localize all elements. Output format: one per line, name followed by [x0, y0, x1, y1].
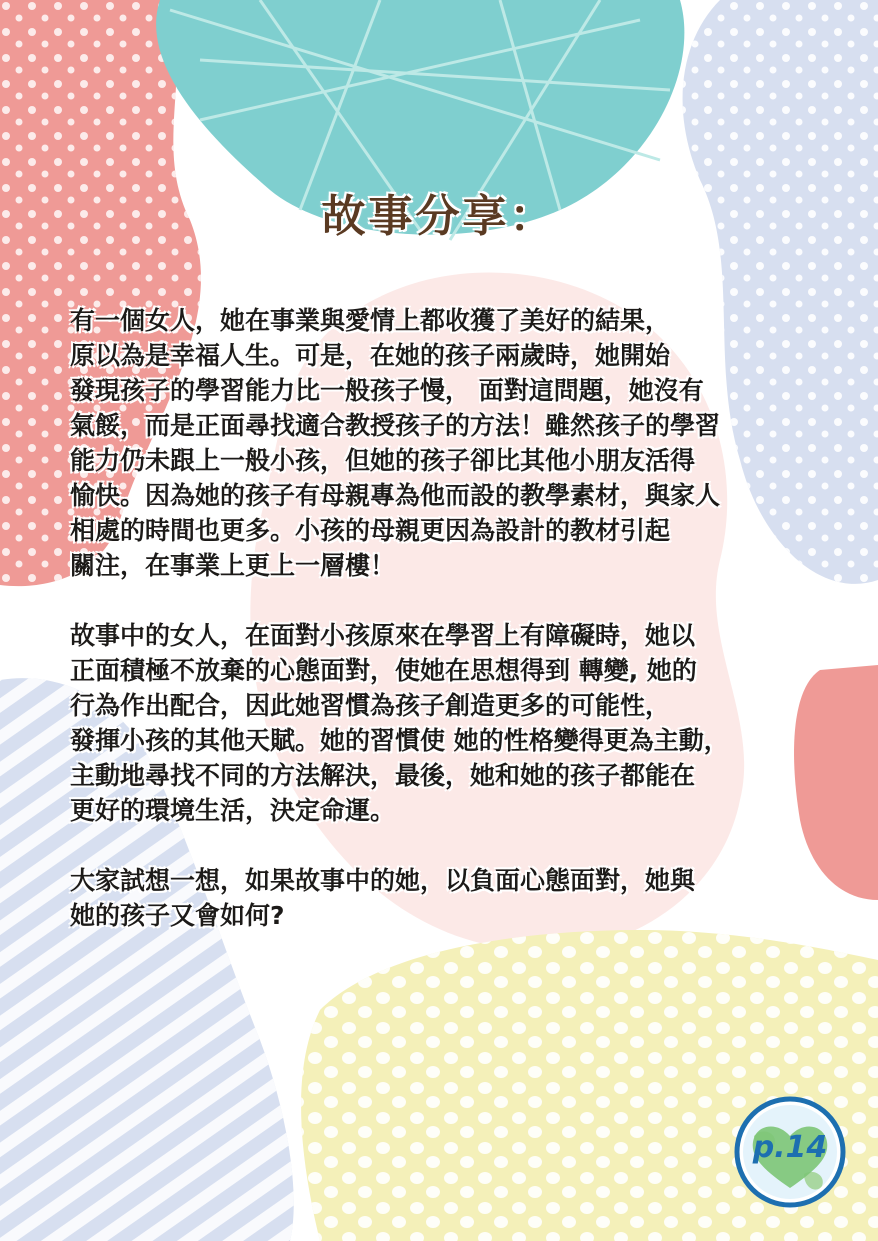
text-line: 行為作出配合，因此她習慣為孩子創造更多的可能性，: [70, 691, 671, 720]
text-line: 故事中的女人，在面對小孩原來在學習上有障礙時，她以: [70, 621, 696, 650]
text-line: 有一個女人，她在事業與愛情上都收獲了美好的結果，: [70, 306, 671, 335]
text-line: 更好的環境生活，決定命運。: [70, 796, 396, 825]
text-line: 她的孩子又會如何?: [70, 901, 285, 930]
text-line: 愉快。因為她的孩子有母親專為他而設的教學素材，與家人: [70, 481, 721, 510]
text-line: 氣餒，而是正面尋找適合教授孩子的方法！雖然孩子的學習: [70, 411, 721, 440]
page-number: p.14: [752, 1130, 828, 1165]
text-line: 關注，在事業上更上一層樓！: [70, 551, 396, 580]
text-line: 原以為是幸福人生。可是，在她的孩子兩歲時，她開始: [70, 341, 671, 370]
text-line: 主動地尋找不同的方法解決，最後，她和她的孩子都能在: [70, 761, 696, 790]
reflection-paragraph: [70, 618, 815, 828]
text-line: 能力仍未跟上一般小孩，但她的孩子卻比其他小朋友活得: [70, 446, 696, 475]
text-line: 發現孩子的學習能力比一般孩子慢， 面對這問題，她沒有: [70, 376, 704, 405]
page-title: 故事分享：: [321, 191, 557, 242]
question-paragraph: [70, 863, 815, 933]
text-line: 發揮小孩的其他天賦。她的習慣使 她的性格變得更為主動，: [70, 726, 729, 755]
text-line: 大家試想一想，如果故事中的她，以負面心態面對，她與: [70, 866, 696, 895]
text-line: 相處的時間也更多。小孩的母親更因為設計的教材引起: [70, 516, 671, 545]
page-number-badge: [734, 1096, 846, 1208]
text-line: 正面積極不放棄的心態面對，使她在思想得到 轉變, 她的: [70, 656, 697, 685]
story-paragraph: [70, 303, 815, 583]
